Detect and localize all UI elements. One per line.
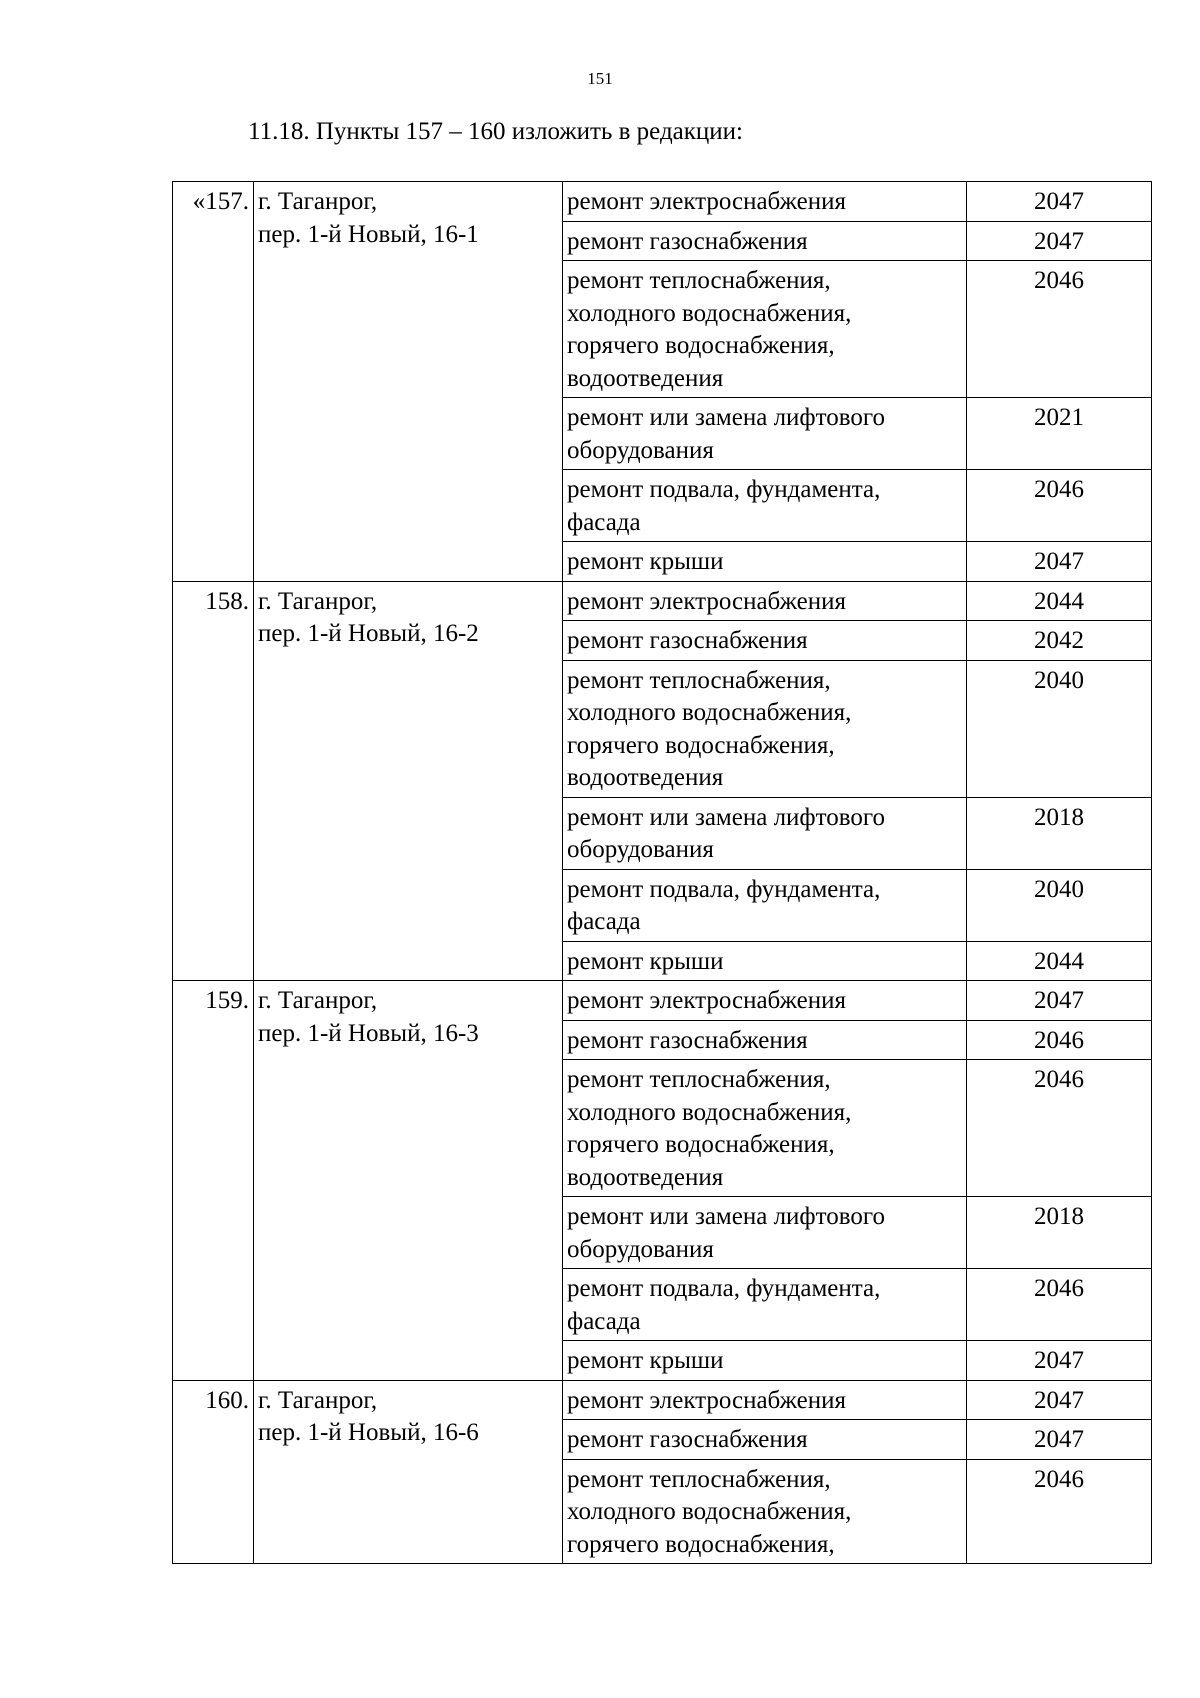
- work-type-cell: [563, 1459, 967, 1564]
- work-type-cell: [563, 941, 967, 981]
- address-line: г. Таганрог,: [258, 987, 378, 1014]
- year-cell: 2044: [967, 581, 1152, 621]
- work-type-line: горячего водоснабжения,: [567, 332, 835, 359]
- address-line: пер. 1-й Новый, 16-6: [258, 1419, 479, 1446]
- work-type-line: ремонт газоснабжения: [567, 227, 808, 255]
- work-type-line: горячего водоснабжения,: [567, 1530, 835, 1558]
- work-type-line: оборудования: [567, 836, 714, 863]
- year-cell: 2018: [967, 1197, 1152, 1269]
- year-cell: 2044: [967, 941, 1152, 981]
- work-type-cell: [563, 398, 967, 470]
- table-row: [173, 581, 1152, 621]
- item-number-cell: 158.: [173, 581, 254, 981]
- year-cell: 2046: [967, 1060, 1152, 1197]
- work-type-cell: [563, 221, 967, 261]
- work-type-line: холодного водоснабжения,: [567, 299, 852, 327]
- year-cell: 2040: [967, 869, 1152, 941]
- year-cell: 2046: [967, 470, 1152, 542]
- table-body: [173, 182, 1152, 1564]
- work-type-line: ремонт электроснабжения: [567, 1386, 846, 1414]
- work-type-line: ремонт теплоснабжения,: [567, 267, 831, 294]
- work-type-line: фасада: [567, 1307, 641, 1335]
- address-line: г. Таганрог,: [258, 188, 378, 215]
- work-type-line: ремонт электроснабжения: [567, 587, 846, 615]
- work-type-cell: [563, 621, 967, 661]
- work-type-cell: [563, 1197, 967, 1269]
- work-type-line: ремонт подвала, фундамента,: [567, 875, 881, 903]
- work-type-cell: [563, 1020, 967, 1060]
- year-cell: 2047: [967, 981, 1152, 1021]
- item-number-cell: 160.: [173, 1380, 254, 1564]
- year-cell: 2046: [967, 1459, 1152, 1564]
- work-type-line: горячего водоснабжения,: [567, 1131, 835, 1158]
- work-type-line: ремонт крыши: [567, 1347, 724, 1374]
- work-type-line: водоотведения: [567, 1163, 724, 1191]
- work-type-cell: [563, 470, 967, 542]
- work-type-line: ремонт крыши: [567, 548, 724, 575]
- work-type-cell: [563, 1341, 967, 1381]
- work-type-cell: [563, 981, 967, 1021]
- address-cell: [254, 581, 563, 981]
- year-cell: 2047: [967, 1420, 1152, 1460]
- year-cell: 2042: [967, 621, 1152, 661]
- work-type-line: ремонт газоснабжения: [567, 1426, 808, 1453]
- work-type-line: ремонт теплоснабжения,: [567, 666, 831, 694]
- year-cell: 2040: [967, 660, 1152, 797]
- work-type-cell: [563, 581, 967, 621]
- work-type-line: фасада: [567, 508, 641, 536]
- work-type-cell: [563, 1269, 967, 1341]
- work-type-line: ремонт или замена лифтового: [567, 1203, 885, 1230]
- year-cell: 2046: [967, 261, 1152, 398]
- work-type-cell: [563, 1380, 967, 1420]
- address-line: пер. 1-й Новый, 16-1: [258, 220, 479, 248]
- work-type-line: холодного водоснабжения,: [567, 1498, 852, 1525]
- item-number-cell: «157.: [173, 182, 254, 582]
- work-type-line: холодного водоснабжения,: [567, 699, 852, 726]
- work-type-cell: [563, 660, 967, 797]
- year-cell: 2021: [967, 398, 1152, 470]
- work-type-line: ремонт теплоснабжения,: [567, 1465, 831, 1493]
- work-type-cell: [563, 869, 967, 941]
- work-type-cell: [563, 797, 967, 869]
- section-heading: 11.18. Пункты 157 – 160 изложить в редакции:: [248, 118, 743, 145]
- address-line: г. Таганрог,: [258, 1386, 378, 1414]
- work-type-line: водоотведения: [567, 764, 724, 791]
- table-row: [173, 981, 1152, 1021]
- work-type-line: оборудования: [567, 436, 714, 464]
- work-type-line: ремонт электроснабжения: [567, 987, 846, 1014]
- work-type-cell: [563, 542, 967, 582]
- work-type-line: горячего водоснабжения,: [567, 731, 835, 759]
- address-line: пер. 1-й Новый, 16-3: [258, 1019, 479, 1047]
- address-cell: [254, 981, 563, 1381]
- work-type-line: оборудования: [567, 1235, 714, 1263]
- year-cell: 2047: [967, 182, 1152, 222]
- work-type-line: ремонт электроснабжения: [567, 188, 846, 215]
- address-line: пер. 1-й Новый, 16-2: [258, 620, 479, 647]
- work-type-line: ремонт газоснабжения: [567, 1026, 808, 1054]
- address-line: г. Таганрог,: [258, 587, 378, 615]
- address-cell: [254, 1380, 563, 1564]
- work-type-cell: [563, 1420, 967, 1460]
- work-type-line: ремонт подвала, фундамента,: [567, 476, 881, 503]
- year-cell: 2046: [967, 1020, 1152, 1060]
- work-type-line: холодного водоснабжения,: [567, 1098, 852, 1126]
- work-type-cell: [563, 1060, 967, 1197]
- work-type-line: ремонт теплоснабжения,: [567, 1066, 831, 1093]
- work-type-line: ремонт крыши: [567, 947, 724, 975]
- year-cell: 2018: [967, 797, 1152, 869]
- table-row: [173, 1380, 1152, 1420]
- work-type-line: ремонт подвала, фундамента,: [567, 1275, 881, 1302]
- year-cell: 2047: [967, 542, 1152, 582]
- page-number: 151: [587, 69, 613, 88]
- work-type-cell: [563, 261, 967, 398]
- table-row: [173, 182, 1152, 222]
- year-cell: 2046: [967, 1269, 1152, 1341]
- year-cell: 2047: [967, 221, 1152, 261]
- item-number-cell: 159.: [173, 981, 254, 1381]
- address-cell: [254, 182, 563, 582]
- repair-schedule-table: [172, 181, 1152, 1564]
- year-cell: 2047: [967, 1380, 1152, 1420]
- work-type-line: ремонт или замена лифтового: [567, 803, 885, 831]
- work-type-line: фасада: [567, 908, 641, 935]
- work-type-line: ремонт или замена лифтового: [567, 404, 885, 431]
- work-type-line: ремонт газоснабжения: [567, 627, 808, 654]
- work-type-line: водоотведения: [567, 364, 724, 392]
- work-type-cell: [563, 182, 967, 222]
- year-cell: 2047: [967, 1341, 1152, 1381]
